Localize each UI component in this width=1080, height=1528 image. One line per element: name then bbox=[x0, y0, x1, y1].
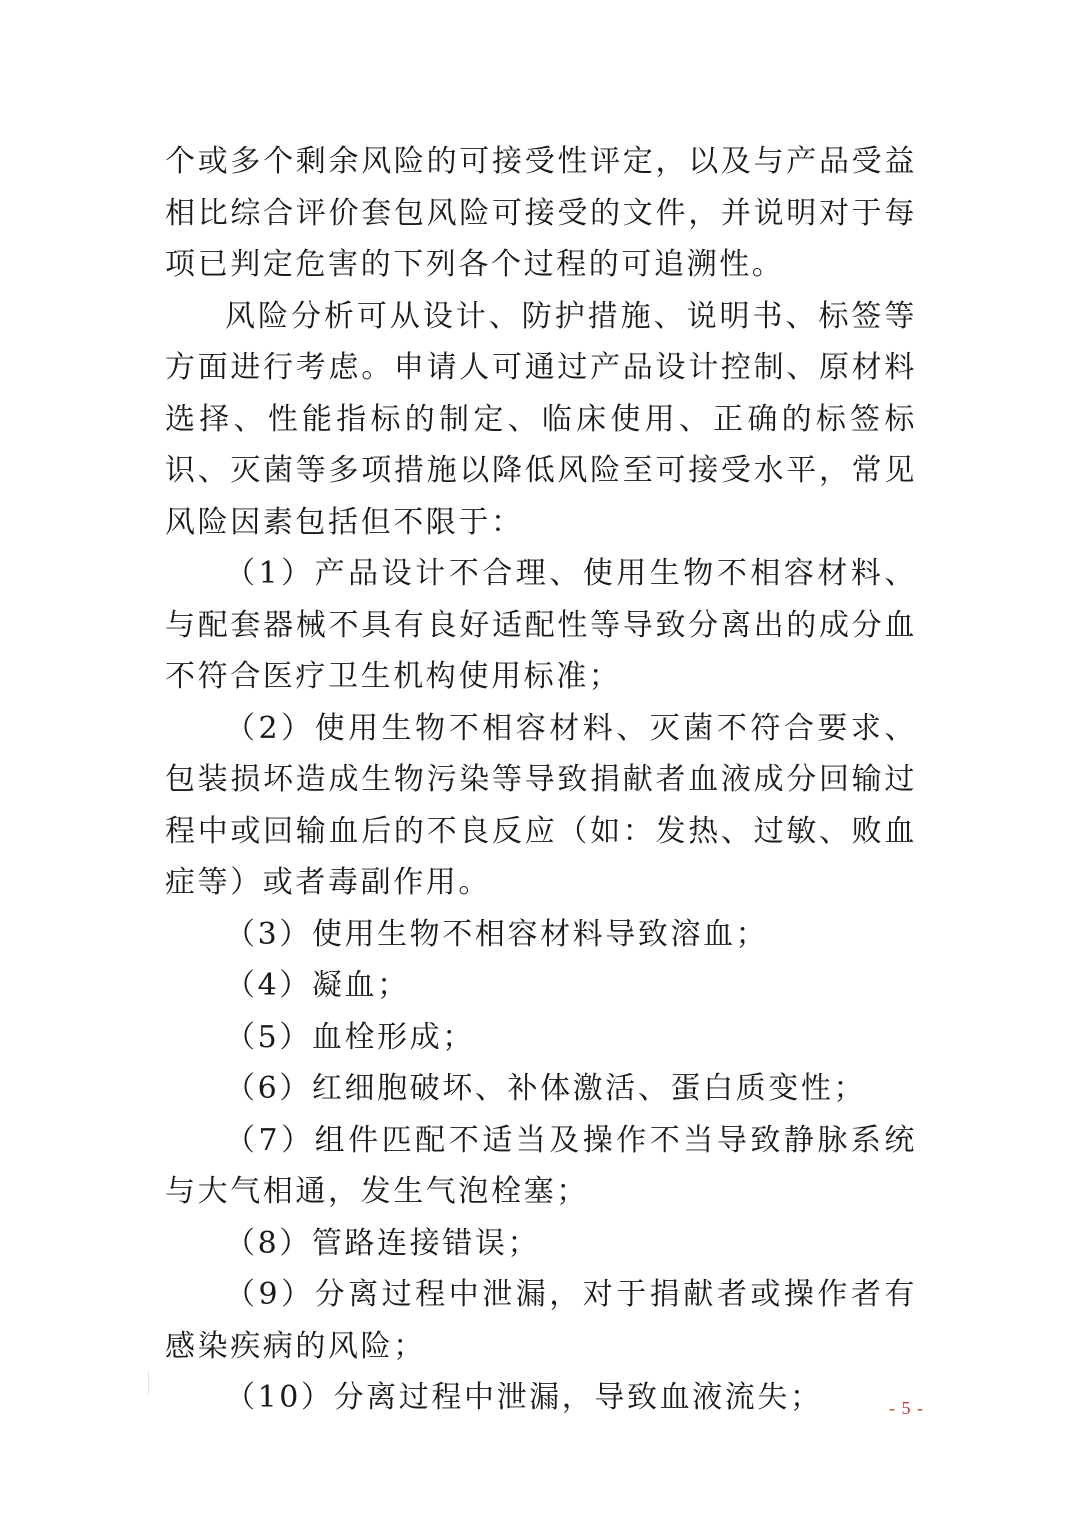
list-item-risk-4: （4）凝血； bbox=[225, 968, 410, 1003]
paragraph-risk-evaluation-continued: 个或多个剩余风险的可接受性评定，以及与产品受益相比综合评价套包风险可接受的文件，并说明对于每项已判定危害的下列各个过程的可追溯性。 bbox=[165, 144, 917, 282]
list-item-risk-8: （8）管路连接错误； bbox=[225, 1225, 541, 1261]
list-item-risk-9: （9）分离过程中泄漏，对于捐献者或操作者有感染疾病的风险； bbox=[165, 1277, 917, 1364]
document-body bbox=[165, 136, 917, 1424]
page-number: - 5 - bbox=[889, 1398, 924, 1418]
list-item-risk-2: （2）使用生物不相容材料、灭菌不符合要求、包装损坏造成生物污染等导致捐献者血液成分回输过程中或回输血后的不良反应（如：发热、过敏、败血症等）或者毒副作用。 bbox=[165, 710, 917, 900]
list-item-risk-1: （1）产品设计不合理、使用生物不相容材料、与配套器械不具有良好适配性等导致分离出的成分血不符合医疗卫生机构使用标准； bbox=[165, 556, 917, 694]
list-item-risk-5: （5）血栓形成； bbox=[225, 1019, 475, 1055]
list-item-risk-7: （7）组件匹配不适当及操作不当导致静脉系统与大气相通，发生气泡栓塞； bbox=[165, 1122, 917, 1209]
margin-mark bbox=[148, 1370, 149, 1394]
paragraph-risk-analysis-intro: 风险分析可从设计、防护措施、说明书、标签等方面进行考虑。申请人可通过产品设计控制、原材料选择、性能指标的制定、临床使用、正确的标签标识、灭菌等多项措施以降低风险至可接受水平，常见风险因素包括但不限于： bbox=[165, 298, 917, 540]
list-item-risk-3: （3）使用生物不相容材料导致溶血； bbox=[225, 916, 769, 952]
list-item-risk-10: （10）分离过程中泄漏，导致血液流失； bbox=[225, 1380, 823, 1415]
list-item-risk-6: （6）红细胞破坏、补体激活、蛋白质变性； bbox=[225, 1071, 867, 1106]
